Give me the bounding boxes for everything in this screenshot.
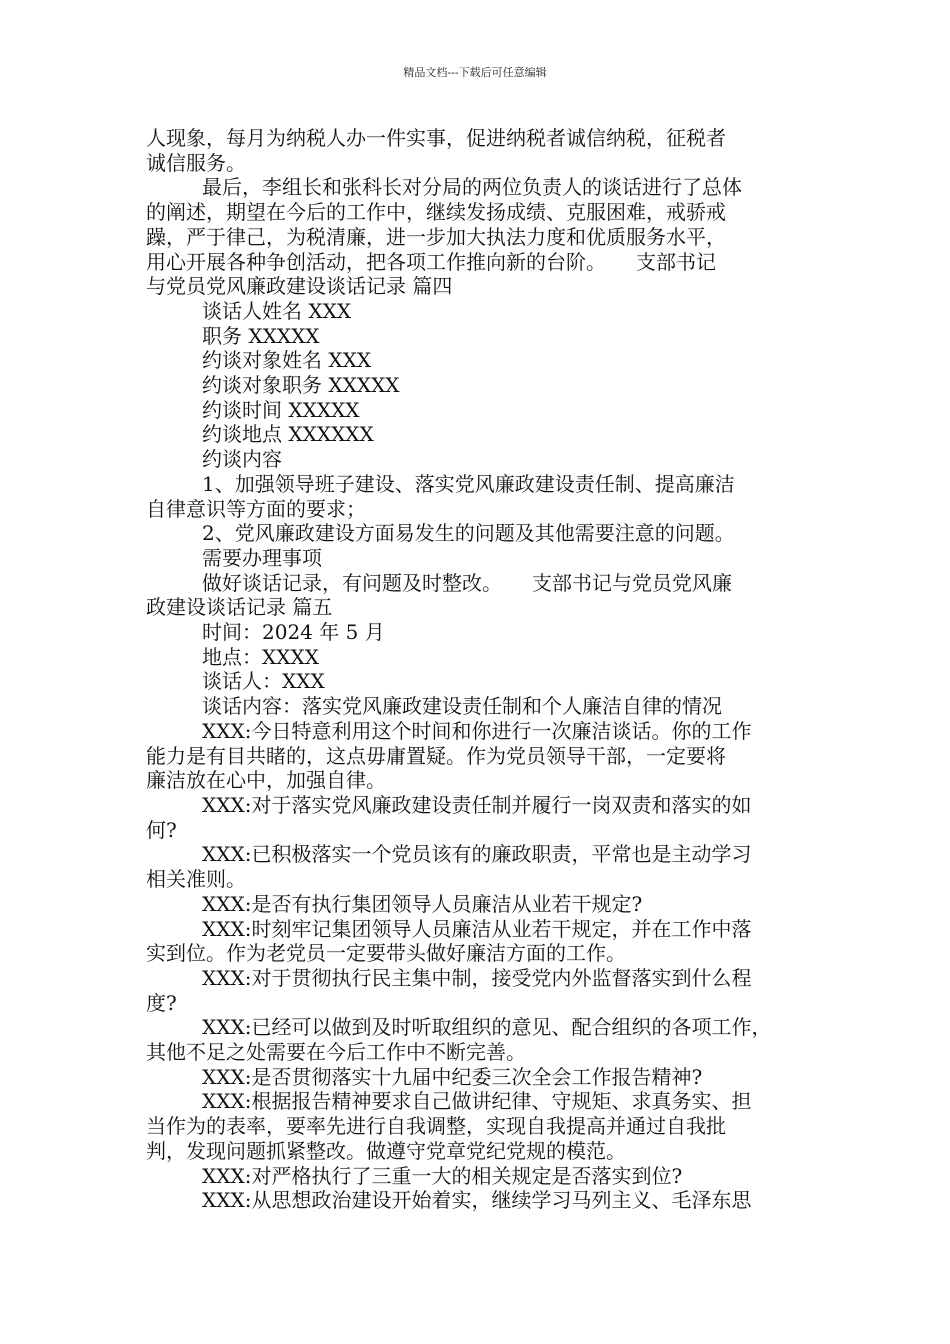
text-line: XXX:已经可以做到及时听取组织的意见、配合组织的各项工作， (202, 1015, 772, 1040)
text-line: 地点：XXXX (202, 644, 319, 669)
text-line: XXX:今日特意利用这个时间和你进行一次廉洁谈话。你的工作 (202, 718, 752, 743)
text-line: XXX:对于落实党风廉政建设责任制并履行一岗双责和落实的如 (202, 792, 752, 817)
text-line: 谈话内容：落实党风廉政建设责任制和个人廉洁自律的情况 (202, 694, 722, 719)
text-line: 人现象，每月为纳税人办一件实事，促进纳税者诚信纳税，征税者 (146, 126, 726, 150)
text-line: XXX:时刻牢记集团领导人员廉洁从业若干规定，并在工作中落 (202, 916, 752, 941)
text-line: 约谈对象姓名 XXX (202, 348, 372, 373)
text-line: XXX:根据报告精神要求自己做讲纪律、守规矩、求真务实、担 (202, 1089, 752, 1114)
text-line: XXX:对严格执行了三重一大的相关规定是否落实到位? (202, 1163, 683, 1188)
text-line: 判，发现问题抓紧整改。做遵守党章党纪党规的模范。 (146, 1138, 626, 1163)
text-line: 度? (146, 990, 177, 1015)
text-line: 与党员党风廉政建设谈话记录 篇四 (146, 274, 453, 299)
text-line: 最后，李组长和张科长对分局的两位负责人的谈话进行了总体 (202, 175, 742, 200)
text-line: XXX:从思想政治建设开始着实，继续学习马列主义、毛泽东思 (202, 1188, 752, 1213)
text-line: 1、加强领导班子建设、落实党风廉政建设责任制、提高廉洁 (202, 471, 735, 496)
text-line: 能力是有目共睹的，这点毋庸置疑。作为党员领导干部，一定要将 (146, 743, 726, 768)
text-line: 诚信服务。 (146, 150, 246, 175)
text-line: XXX:已积极落实一个党员该有的廉政职责，平常也是主动学习 (202, 842, 752, 867)
text-line: 谈话人姓名 XXX (202, 298, 352, 323)
document-body (146, 126, 806, 1213)
text-line: XXX:对于贯彻执行民主集中制，接受党内外监督落实到什么程 (202, 965, 752, 990)
text-line: 约谈对象职务 XXXXX (202, 373, 400, 398)
text-line: 当作为的表率，要率先进行自我调整，实现自我提高并通过自我批 (146, 1114, 726, 1139)
text-line: XXX:是否贯彻落实十九届中纪委三次全会工作报告精神? (202, 1064, 703, 1089)
page-header: 精品文档---下载后可任意编辑 (403, 66, 547, 79)
text-line: 自律意识等方面的要求； (146, 496, 366, 521)
text-line: 2、党风廉政建设方面易发生的问题及其他需要注意的问题。 (202, 521, 735, 546)
text-line: 廉洁放在心中，加强自律。 (146, 768, 386, 793)
text-line: 实到位。作为老党员一定要带头做好廉洁方面的工作。 (146, 941, 626, 966)
text-line: 需要办理事项 (202, 545, 322, 570)
text-line: 约谈地点 XXXXXX (202, 422, 374, 447)
text-line: 约谈内容 (202, 447, 282, 472)
text-line: XXX:是否有执行集团领导人员廉洁从业若干规定? (202, 891, 643, 916)
text-line: 的阐述，期望在今后的工作中，继续发扬成绩、克服困难，戒骄戒 (146, 200, 726, 225)
text-line: 约谈时间 XXXXX (202, 397, 360, 422)
text-line: 相关准则。 (146, 867, 246, 892)
text-line: 政建设谈话记录 篇五 (146, 595, 333, 620)
text-line: 用心开展各种争创活动，把各项工作推向新的台阶。 支部书记 (146, 249, 716, 274)
text-line: 躁，严于律己，为税清廉，进一步加大执法力度和优质服务水平， (146, 224, 726, 249)
text-line: 谈话人：XXX (202, 669, 325, 694)
text-line: 做好谈话记录，有问题及时整改。 支部书记与党员党风廉 (202, 570, 732, 595)
text-line: 其他不足之处需要在今后工作中不断完善。 (146, 1040, 526, 1065)
text-line: 时间：2024 年 5 月 (202, 620, 385, 645)
text-line: 何? (146, 817, 177, 842)
text-line: 职务 XXXXX (202, 323, 320, 348)
